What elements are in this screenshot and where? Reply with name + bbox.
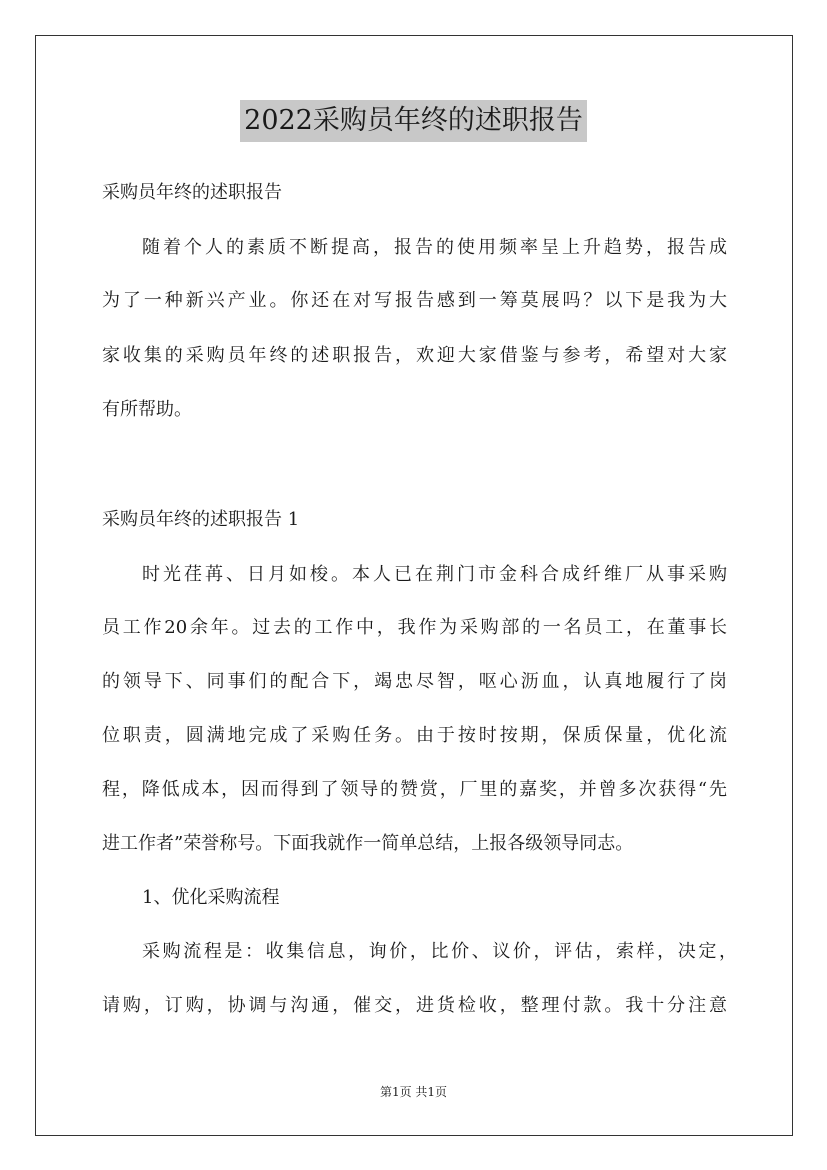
document-title: 2022采购员年终的述职报告 — [240, 100, 587, 142]
intro-line: 随着个人的素质不断提高，报告的使用频率呈上升趋势，报告成 — [142, 237, 727, 258]
body-line: 员工作20余年。过去的工作中，我作为采购部的一名员工，在董事长 — [102, 617, 727, 638]
title-wrap — [0, 100, 827, 142]
intro-line: 为了一种新兴产业。你还在对写报告感到一筹莫展吗？以下是我为大 — [102, 290, 727, 311]
intro-line: 家收集的采购员年终的述职报告，欢迎大家借鉴与参考，希望对大家 — [102, 345, 727, 366]
body-line: 时光荏苒、日月如梭。本人已在荆门市金科合成纤维厂从事采购 — [142, 564, 727, 585]
document-subtitle: 采购员年终的述职报告 — [102, 182, 282, 203]
body-line: 位职责，圆满地完成了采购任务。由于按时按期，保质保量，优化流 — [102, 725, 727, 746]
item-line: 采购流程是：收集信息，询价，比价、议价，评估，索样，决定， — [142, 941, 737, 962]
body-line: 进工作者”荣誉称号。下面我就作一简单总结，上报各级领导同志。 — [102, 833, 634, 854]
page-footer: 第1页 共1页 — [379, 1085, 448, 1099]
body-line: 的领导下、同事们的配合下，竭忠尽智，呕心沥血，认真地履行了岗 — [102, 671, 727, 692]
item-line: 请购，订购，协调与沟通，催交，进货检收，整理付款。我十分注意 — [102, 995, 727, 1016]
item-heading: 1、优化采购流程 — [142, 887, 280, 908]
intro-line: 有所帮助。 — [102, 399, 192, 420]
body-line: 程，降低成本，因而得到了领导的赞赏，厂里的嘉奖，并曾多次获得“先 — [102, 779, 727, 800]
section-heading: 采购员年终的述职报告 1 — [102, 509, 300, 530]
